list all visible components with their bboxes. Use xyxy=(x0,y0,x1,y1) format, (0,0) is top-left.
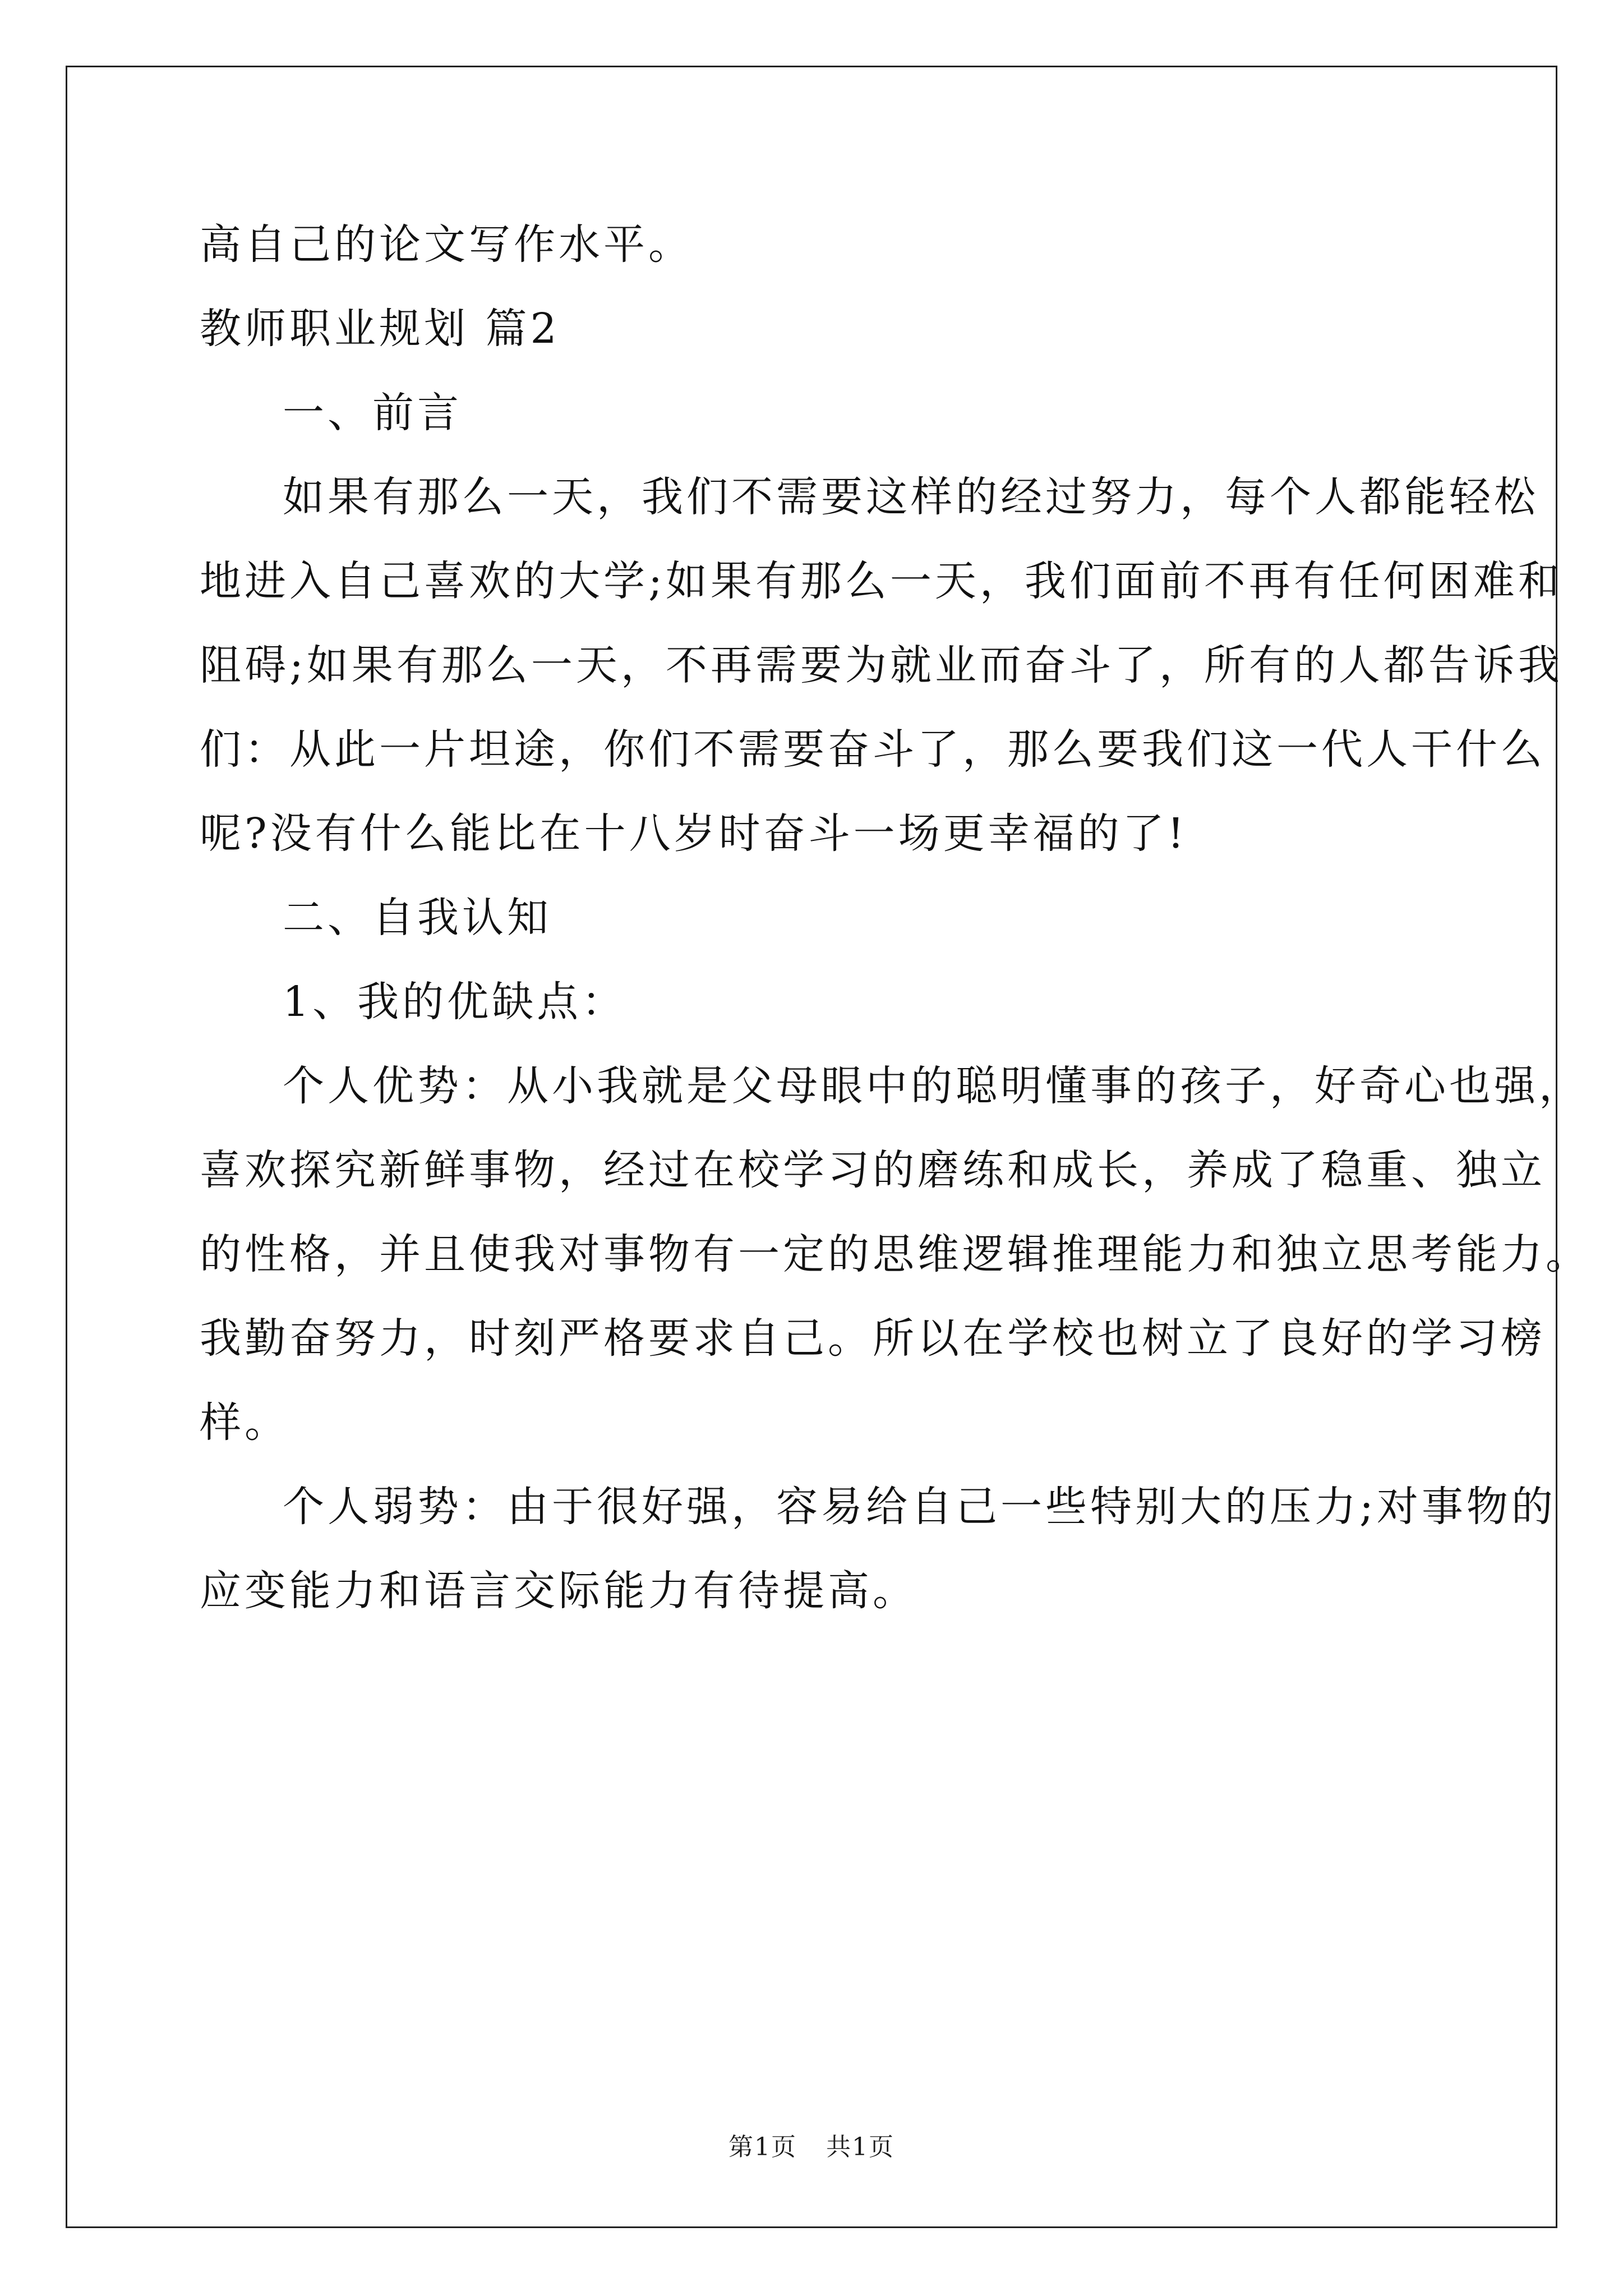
text-line: 的性格，并且使我对事物有一定的思维逻辑推理能力和独立思考能力。 xyxy=(200,1230,1590,1278)
text-line: 个人弱势：由于很好强，容易给自己一些特别大的压力;对事物的 xyxy=(283,1483,1556,1531)
text-line: 们：从此一片坦途，你们不需要奋斗了，那么要我们这一代人干什么 xyxy=(200,725,1546,774)
text-line: 阻碍;如果有那么一天，不再需要为就业而奋斗了，所有的人都告诉我 xyxy=(200,641,1563,689)
document-body xyxy=(200,211,1590,1642)
text-line: 我勤奋努力，时刻严格要求自己。所以在学校也树立了良好的学习榜 xyxy=(200,1314,1546,1363)
heading-self-awareness: 二、自我认知 xyxy=(283,894,552,942)
text-line: 地进入自己喜欢的大学;如果有那么一天，我们面前不再有任何困难和 xyxy=(200,557,1563,605)
page-footer xyxy=(0,2131,1623,2164)
page-number-total: 共1页 xyxy=(826,2133,895,2161)
section-title: 教师职业规划 篇2 xyxy=(200,305,560,353)
subheading-strengths-weaknesses: 1、我的优缺点： xyxy=(283,978,627,1026)
text-line: 呢?没有什么能比在十八岁时奋斗一场更幸福的了! xyxy=(200,809,1188,858)
text-line: 高自己的论文写作水平。 xyxy=(200,220,693,269)
heading-preface: 一、前言 xyxy=(283,389,462,437)
text-line: 如果有那么一天，我们不需要这样的经过努力，每个人都能轻松 xyxy=(283,473,1539,521)
text-line: 喜欢探究新鲜事物，经过在校学习的磨练和成长，养成了稳重、独立 xyxy=(200,1146,1546,1194)
text-line: 样。 xyxy=(200,1398,289,1447)
text-line: 应变能力和语言交际能力有待提高。 xyxy=(200,1567,917,1615)
text-line: 个人优势：从小我就是父母眼中的聪明懂事的孩子，好奇心也强， xyxy=(283,1062,1584,1110)
page-number-current: 第1页 xyxy=(728,2133,797,2161)
